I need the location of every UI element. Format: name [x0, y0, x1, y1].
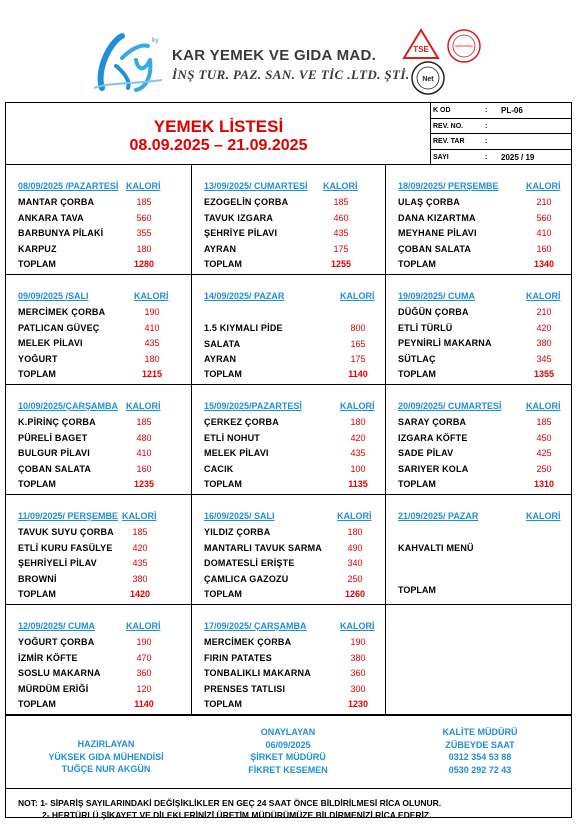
menu-item-calorie: 185 [136, 197, 152, 207]
menu-item-name: SADE PİLAV [398, 448, 454, 458]
menu-item-name: PRENSES TATLISI [204, 683, 286, 694]
note-1: NOT: 1- SİPARİŞ SAYILARINDAKİ DEĞİŞİKLİKLER EN GEÇ 24 SAAT ÖNCE BİLDİRİLMESİ RİCA OLUNUR. [18, 798, 442, 808]
menu-item-calorie: 180 [144, 353, 160, 364]
menu-item-calorie: 180 [136, 243, 152, 254]
menu-item-name: MELEK PİLAVI [204, 448, 269, 458]
day-cell [6, 275, 192, 385]
menu-item-name: MEYHANE PİLAVI [398, 228, 477, 238]
day-cell [6, 385, 192, 495]
menu-item-name: YOĞURT [18, 353, 58, 364]
menu-item-name: ÇOBAN SALATA [398, 243, 472, 254]
menu-item-calorie: 190 [136, 637, 152, 647]
day-cell [6, 605, 192, 715]
menu-item-name: TAVUK SUYU ÇORBA [18, 527, 114, 537]
menu-item-calorie: 160 [536, 243, 552, 254]
menu-item-calorie: 185 [136, 417, 152, 427]
menu-item-name: KARPUZ [18, 243, 57, 254]
document-info-box [431, 103, 571, 165]
total-calorie: 1140 [348, 369, 368, 379]
kalori-header: KALORİ [526, 401, 561, 411]
info-key: REV. NO. [433, 122, 464, 130]
kalori-header: KALORİ [526, 291, 561, 301]
day-title: 08/09/2025 /PAZARTESİ [18, 181, 119, 191]
menu-item-calorie: 435 [132, 558, 148, 568]
total-calorie: 1280 [133, 259, 155, 269]
menu-item-name: 1.5 KIYMALI PİDE [204, 323, 283, 333]
menu-item-calorie: 210 [536, 197, 552, 207]
kalori-header: KALORİ [126, 181, 161, 191]
menu-item-calorie: 420 [132, 542, 148, 553]
signature-line: ZÜBEYDE SAAT [445, 739, 515, 750]
info-row [431, 103, 571, 119]
menu-item-name: PATLICAN GÜVEÇ [18, 322, 100, 333]
menu-item-name: SOSLU MAKARNA [18, 668, 101, 678]
menu-item-calorie: 410 [136, 448, 152, 458]
day-cell [192, 165, 386, 275]
total-calorie: 1340 [533, 259, 555, 269]
menu-item-name: FIRIN PATATES [204, 652, 272, 663]
tse-certificate-icon [402, 28, 440, 60]
menu-item-calorie: 250 [347, 573, 363, 584]
menu-item-calorie: 410 [144, 322, 160, 333]
day-title: 11/09/2025/ PERŞEMBE [18, 511, 119, 521]
company-name-line2: İNŞ TUR. PAZ. SAN. VE TİC .LTD. ŞTİ. [172, 67, 410, 82]
day-title: 09/09/2025 /SALI [18, 291, 89, 301]
total-label: TOPLAM [18, 369, 56, 379]
company-name-line1: KAR YEMEK VE GIDA MAD. [172, 47, 377, 64]
total-calorie: 1135 [348, 479, 368, 489]
svg-text:TSE: TSE [413, 45, 429, 54]
menu-item-name: ETLİ KURU FASÜLYE [18, 542, 113, 553]
menu-item-name: SARAY ÇORBA [398, 417, 467, 427]
menu-item-name: YOĞURT ÇORBA [18, 637, 95, 647]
menu-item-name: DANA KIZARTMA [398, 212, 476, 223]
kalori-header: KALORİ [126, 621, 161, 631]
menu-item-calorie: 435 [333, 228, 349, 238]
info-colon: : [485, 122, 488, 130]
total-calorie: 1140 [134, 699, 154, 709]
menu-item-calorie: 470 [136, 652, 152, 663]
menu-item-name: EZOGELİN ÇORBA [204, 197, 289, 207]
signature-line: ONAYLAYAN [260, 727, 316, 737]
menu-item-name: PEYNİRLİ MAKARNA [398, 338, 492, 348]
menu-item-name: K.PİRİNÇ ÇORBA [18, 417, 96, 427]
total-calorie: 1355 [533, 369, 555, 379]
company-name [172, 47, 409, 83]
menu-item-calorie: 185 [333, 197, 349, 207]
menu-item-name: SÜTLAÇ [398, 353, 436, 364]
iso-certificate-icon [446, 28, 482, 64]
menu-item-name: İZMİR KÖFTE [18, 652, 78, 663]
menu-item-calorie: 175 [333, 243, 349, 254]
menu-item-name: BROWNİ [18, 573, 57, 584]
kalori-header: KALORİ [340, 291, 375, 301]
menu-item-calorie: 100 [350, 463, 366, 474]
menu-item-calorie: 185 [536, 417, 552, 427]
signature-line: 0530 292 72 43 [448, 764, 512, 775]
menu-item-calorie: 345 [536, 353, 552, 364]
day-title: 15/09/2025/PAZARTESİ [204, 401, 302, 411]
total-label: TOPLAM [398, 369, 436, 379]
kalori-header: KALORİ [340, 621, 375, 631]
menu-item-calorie: 560 [536, 212, 552, 223]
menu-item-calorie: 360 [350, 668, 366, 678]
page-date-range: 08.09.2025 – 21.09.2025 [129, 137, 308, 154]
day-cell [386, 495, 571, 605]
menu-item-name: MERCİMEK ÇORBA [18, 307, 106, 317]
day-cell [386, 275, 571, 385]
menu-item-calorie: 420 [350, 432, 366, 443]
menu-item-calorie: 355 [136, 228, 152, 238]
note-2: 2- HERTÜRLÜ ŞİKAYET VE DİLEKLERİNİZİ ÜRETİM MÜDÜRÜMÜZE BİLDİRMENİZİ RİCA EDERİZ. [42, 810, 432, 820]
signature-line: FİKRET KESEMEN [248, 764, 328, 775]
menu-item-name: TONBALIKLI MAKARNA [204, 668, 311, 678]
kalori-header: KALORİ [526, 511, 561, 521]
menu-document [5, 102, 572, 818]
menu-item-name: IZGARA KÖFTE [398, 432, 468, 443]
total-label: TOPLAM [204, 589, 242, 599]
menu-item-calorie: 560 [136, 212, 152, 223]
menu-item-name: ETLİ TÜRLÜ [398, 322, 453, 333]
svg-text:ky: ky [152, 37, 159, 44]
total-label: TOPLAM [204, 369, 242, 379]
kalori-header: KALORİ [134, 291, 169, 301]
menu-item-calorie: 340 [347, 558, 363, 568]
menu-item-name: ŞEHRİYE PİLAVI [204, 228, 278, 238]
total-calorie: 1420 [129, 589, 151, 599]
menu-item-name: ETLİ NOHUT [204, 432, 260, 443]
menu-item-calorie: 480 [136, 432, 152, 443]
menu-item-calorie: 300 [350, 683, 366, 694]
info-value: 2025 / 19 [501, 152, 535, 162]
day-cell [192, 605, 386, 715]
kalori-header: KALORİ [340, 401, 375, 411]
day-title: 17/09/2025/ ÇARŞAMBA [204, 621, 307, 631]
info-colon: : [485, 138, 488, 145]
day-title: 16/09/2025/ SALI [204, 511, 275, 521]
menu-item-calorie: 190 [144, 307, 160, 317]
menu-item-name: ULAŞ ÇORBA [398, 197, 460, 207]
menu-item-calorie: 460 [333, 212, 349, 223]
menu-item-name: SALATA [204, 338, 241, 349]
signature-line: TUĞÇE NUR AKGÜN [61, 764, 151, 774]
signature-line: KALİTE MÜDÜRÜ [442, 727, 518, 737]
menu-item-calorie: 165 [350, 338, 366, 349]
menu-item-calorie: 800 [350, 323, 366, 333]
menu-item-calorie: 380 [536, 338, 552, 348]
menu-item-calorie: 360 [136, 668, 152, 678]
company-logo-icon [92, 30, 164, 92]
total-calorie: 1235 [133, 479, 155, 489]
menu-item-name: KAHVALTI MENÜ [398, 543, 474, 553]
total-calorie: 1260 [344, 589, 366, 599]
kalori-header: KALORİ [526, 181, 561, 191]
menu-item-name: SARIYER KOLA [398, 463, 469, 474]
signature-row [6, 715, 571, 789]
signature-line: ŞİRKET MÜDÜRÜ [250, 752, 326, 762]
menu-item-name: TAVUK IZGARA [204, 212, 274, 223]
day-title: 12/09/2025/ CUMA [18, 621, 96, 631]
menu-item-name: AYRAN [204, 354, 237, 364]
menu-item-name: ÇAMLICA GAZOZU [204, 573, 289, 584]
kalori-header: KALORİ [337, 511, 372, 521]
menu-item-name: YILDIZ ÇORBA [204, 527, 271, 537]
info-key: REV. TAR [433, 138, 465, 145]
menu-item-name: DÜĞÜN ÇORBA [398, 307, 469, 317]
menu-item-calorie: 490 [347, 542, 363, 553]
menu-item-calorie: 380 [132, 573, 148, 584]
info-key: K OD [433, 107, 451, 114]
signature-line: 06/09/2025 [265, 739, 311, 750]
total-label: TOPLAM [18, 479, 56, 489]
menu-item-calorie: 250 [536, 463, 552, 474]
menu-item-name: ÇOBAN SALATA [18, 463, 92, 474]
info-colon: : [485, 107, 488, 114]
day-cell [6, 165, 192, 275]
total-label: TOPLAM [398, 479, 436, 489]
svg-text:Net: Net [422, 76, 434, 83]
menu-item-calorie: 435 [350, 448, 366, 458]
total-label: TOPLAM [18, 699, 56, 709]
menu-item-calorie: 210 [536, 307, 552, 317]
signature-line: 0312 354 53 88 [448, 752, 512, 762]
day-title: 21/09/2025/ PAZAR [398, 511, 479, 521]
menu-item-calorie: 120 [136, 683, 152, 694]
menu-item-name: MELEK PİLAVI [18, 338, 83, 348]
day-title: 13/09/2025/ CUMARTESİ [204, 181, 308, 191]
total-label: TOPLAM [398, 585, 436, 595]
page-title: YEMEK LİSTESİ [153, 117, 284, 136]
inet-certificate-icon [410, 60, 446, 96]
day-cell [192, 385, 386, 495]
kalori-header: KALORİ [126, 401, 161, 411]
signature-line: HAZIRLAYAN [77, 739, 135, 749]
menu-item-calorie: 450 [536, 432, 552, 443]
total-calorie: 1230 [347, 699, 369, 709]
empty-cell [386, 605, 571, 715]
menu-item-name: MÜRDÜM ERİĞİ [18, 683, 89, 694]
signature-line: YÜKSEK GIDA MÜHENDİSİ [48, 751, 164, 762]
kalori-header: KALORİ [323, 181, 358, 191]
notes [18, 797, 441, 821]
menu-item-name: BULGUR PİLAVI [18, 448, 90, 458]
info-row [431, 134, 571, 150]
info-row [431, 150, 571, 166]
menu-item-calorie: 435 [144, 338, 160, 348]
day-title: 14/09/2025/ PAZAR [204, 291, 285, 301]
menu-grid [6, 165, 571, 715]
total-label: TOPLAM [398, 259, 436, 269]
day-title: 19/09/2025/ CUMA [398, 291, 476, 301]
menu-item-name: DOMATESLİ ERİŞTE [204, 558, 295, 568]
day-cell [386, 385, 571, 495]
menu-item-name: ANKARA TAVA [18, 212, 84, 223]
menu-item-calorie: 190 [350, 637, 366, 647]
menu-item-calorie: 410 [536, 228, 552, 238]
total-calorie: 1255 [330, 259, 352, 269]
menu-item-name: BARBUNYA PİLAKİ [18, 228, 104, 238]
total-calorie: 1310 [533, 479, 555, 489]
day-title: 18/09/2025/ PERŞEMBE [398, 181, 499, 191]
menu-item-calorie: 185 [132, 527, 148, 537]
menu-item-calorie: 380 [350, 652, 366, 663]
menu-item-calorie: 420 [536, 322, 552, 333]
day-cell [386, 165, 571, 275]
day-cell [192, 275, 386, 385]
day-title: 10/09/2025/ÇARŞAMBA [18, 401, 119, 411]
menu-item-calorie: 180 [350, 417, 366, 427]
menu-item-calorie: 180 [347, 527, 363, 537]
info-row [431, 119, 571, 135]
total-label: TOPLAM [204, 479, 242, 489]
total-label: TOPLAM [18, 589, 56, 599]
menu-item-name: ŞEHRİYELİ PİLAV [18, 558, 97, 568]
info-value: PL-06 [501, 106, 523, 115]
menu-item-name: AYRAN [204, 243, 237, 254]
total-label: TOPLAM [204, 259, 242, 269]
menu-item-name: PÜRELİ BAGET [18, 432, 88, 443]
info-key: SAYI [433, 153, 449, 161]
title-area [6, 103, 431, 165]
info-colon: : [485, 153, 488, 161]
menu-item-name: MANTAR ÇORBA [18, 197, 95, 207]
menu-item-name: MERCİMEK ÇORBA [204, 637, 292, 647]
total-label: TOPLAM [18, 259, 56, 269]
total-label: TOPLAM [204, 699, 242, 709]
menu-item-name: CACIK [204, 463, 234, 474]
day-cell [192, 495, 386, 605]
page-header [0, 0, 578, 100]
day-title: 20/09/2025/ CUMARTESİ [398, 401, 502, 411]
kalori-header: KALORİ [122, 511, 157, 521]
approved-by [218, 726, 358, 776]
menu-item-name: ÇERKEZ ÇORBA [204, 417, 279, 427]
quality-manager [414, 726, 546, 776]
menu-item-name: MANTARLI TAVUK SARMA [204, 542, 322, 553]
total-calorie: 1215 [141, 369, 163, 379]
menu-item-calorie: 160 [136, 463, 152, 474]
menu-item-calorie: 175 [350, 354, 366, 364]
prepared-by [46, 738, 166, 776]
menu-item-calorie: 425 [536, 448, 552, 458]
day-cell [6, 495, 192, 605]
